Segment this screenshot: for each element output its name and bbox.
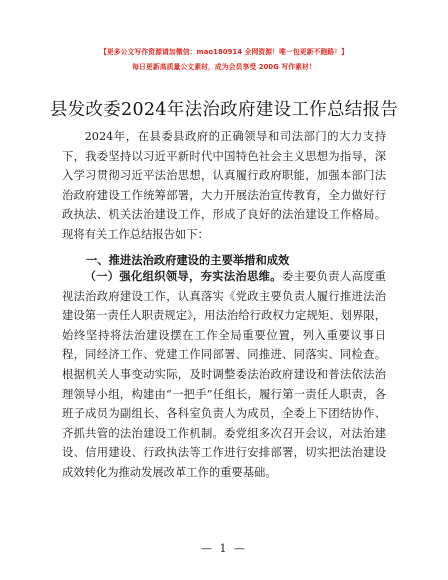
paragraph-subheading: （一）强化组织领导，夯实法治思维。 (84, 270, 282, 283)
page-number: — 1 — (201, 542, 247, 555)
section-heading: 一、推进法治政府建设的主要举措和成效 (86, 254, 290, 267)
document-title: 县发改委2024年法治政府建设工作总结报告 (49, 100, 399, 120)
promo-banner-line-1: 【更多公文写作资源请加微信：mao180914 全网资源！唯一包更新不跑路！】 (99, 48, 349, 56)
body-paragraph (62, 267, 386, 483)
intro-paragraph: 2024年，在县委县政府的正确领导和司法部门的大力支持下，我委坚持以习近平新时代中国特色社会主义思想为指导，深入学习贯彻习近平法治思想，认真履行政府职能，加强本部门法治政府建设工作统筹部署，大力开展法治宣传教育，全力做好行政执法、机关法治建设工作，形成了良好的法治建设工作格局。现将有关工作总结报告如下： (62, 130, 386, 241)
promo-banner-line-2: 每日更新高质量公文素材，成为会员享受 200G 写作素材！ (132, 63, 316, 71)
paragraph-body-text: 委主要负责人高度重视法治政府建设工作，认真落实《党政主要负责人履行推进法治建设第一责任人职责规定》，用法治给行政权力定规矩、划界限，始终坚持将法治建设摆在工作全局重要位置，列入重要议事日程，同经济工作、党建工作同部署、同推进、同落实、同检查。根据机关人事变动实际，及时调整委法治政府建设和普法依法治理领导小组，构建由“一把手”任组长，履行第一责任人职责，各班子成员为副组长、各科室负责人为成员，全委上下团结协作、齐抓共管的法治建设工作机制。委党组多次召开会议，对法治建设、信用建设、行政执法等工作进行安排部署，切实把法治建设成效转化为推动发展改革工作的重要基础。 (62, 270, 386, 479)
